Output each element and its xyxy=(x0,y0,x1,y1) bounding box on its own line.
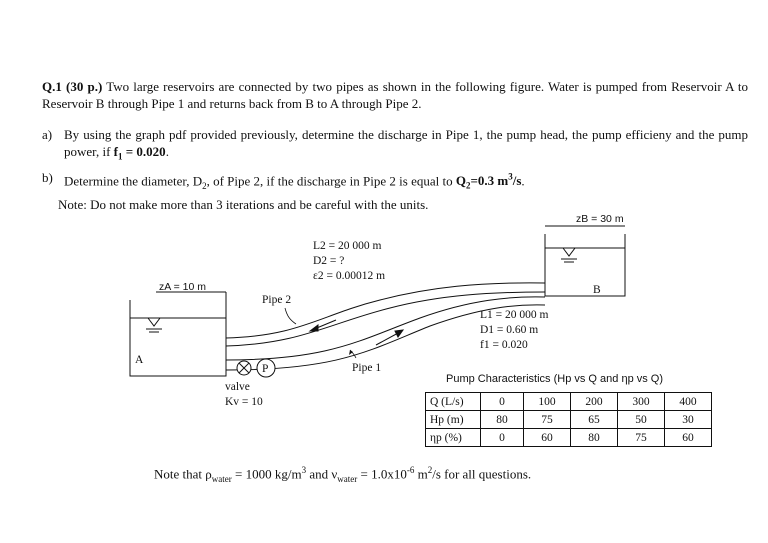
pipe1-diameter: D1 = 0.60 m xyxy=(480,324,539,336)
table-cell: 300 xyxy=(618,393,665,411)
table-cell: 0 xyxy=(481,429,524,447)
table-cell: 75 xyxy=(524,411,571,429)
question-intro-text: Two large reservoirs are connected by two pipes as shown in the following figure. Water is pumped from Reservoir A to Reservoir B through Pipe 1 and returns back from B to A through Pipe 2. xyxy=(42,79,749,111)
fluid-properties-note: Note that $\rho_{water} = 1000$ $kg/m^3$ and $\nu_{water} = 1.0x10^{-6}$ $m^2/s$ for all questions. xyxy=(154,465,532,484)
table-row xyxy=(426,393,712,411)
table-cell: 60 xyxy=(665,429,712,447)
valve-label: valve xyxy=(225,381,250,393)
table-row xyxy=(426,429,712,447)
pump-table xyxy=(425,392,712,447)
table-row xyxy=(426,411,712,429)
za-label: zA = 10 m xyxy=(159,281,206,293)
reservoir-a xyxy=(130,300,226,376)
valve-icon xyxy=(237,361,251,375)
pump-symbol: P xyxy=(262,363,269,375)
table-cell: 65 xyxy=(571,411,618,429)
table-cell: 75 xyxy=(618,429,665,447)
table-cell: 100 xyxy=(524,393,571,411)
reservoir-b xyxy=(545,234,625,296)
zb-label: zB = 30 m xyxy=(576,213,624,225)
reservoir-a-label: A xyxy=(135,354,144,366)
pipe2-roughness: ε2 = 0.00012 m xyxy=(313,270,386,282)
reservoir-b-label: B xyxy=(593,284,601,296)
table-cell: 200 xyxy=(571,393,618,411)
part-a-body: By using the graph pdf provided previously, determine the discharge in Pipe 1, the pump head, the pump efficieny and the pump power, if xyxy=(64,127,748,159)
water-level-b-icon xyxy=(561,248,577,262)
pipe2-diameter: D2 = ? xyxy=(313,255,345,267)
part-b-text: Determine the diameter, $D_2$, of Pipe 2, if the discharge in Pipe 2 is equal to $Q_2=0.3$ $m^3/s$. xyxy=(64,172,525,191)
table-cell: 400 xyxy=(665,393,712,411)
table-cell: 50 xyxy=(618,411,665,429)
part-a-condition: $f_1 = 0.020$ xyxy=(113,144,166,162)
part-b-label: b) xyxy=(42,170,53,185)
pipe2-length: L2 = 20 000 m xyxy=(313,240,382,252)
row-header: ηp (%) xyxy=(426,429,481,447)
pipe1-friction: f1 = 0.020 xyxy=(480,339,528,351)
part-a-label: a) xyxy=(42,127,53,142)
part-a-text: By using the graph pdf provided previously, determine the discharge in Pipe 1, the pump head, the pump efficieny and the pump power, if $f_1 = 0.020$. xyxy=(64,127,748,162)
water-level-a-icon xyxy=(146,318,162,332)
table-cell: 80 xyxy=(571,429,618,447)
pump-table-title: Pump Characteristics (Hp vs Q and ηp vs Q) xyxy=(446,373,664,385)
pipe1-length: L1 = 20 000 m xyxy=(480,309,549,321)
table-cell: 80 xyxy=(481,411,524,429)
table-cell: 0 xyxy=(481,393,524,411)
row-header: Hp (m) xyxy=(426,411,481,429)
iteration-note: Note: Do not make more than 3 iterations and be careful with the units. xyxy=(58,197,429,212)
table-cell: 60 xyxy=(524,429,571,447)
valve-kv: Kv = 10 xyxy=(225,396,263,408)
part-b-condition: $Q_2=0.3$ $m^3/s$ xyxy=(455,172,522,191)
question-number: Q.1 (30 p.) xyxy=(42,79,103,94)
table-cell: 30 xyxy=(665,411,712,429)
pipe2-label: Pipe 2 xyxy=(262,294,292,306)
pipe1-label: Pipe 1 xyxy=(352,362,382,374)
row-header: Q (L/s) xyxy=(426,393,481,411)
